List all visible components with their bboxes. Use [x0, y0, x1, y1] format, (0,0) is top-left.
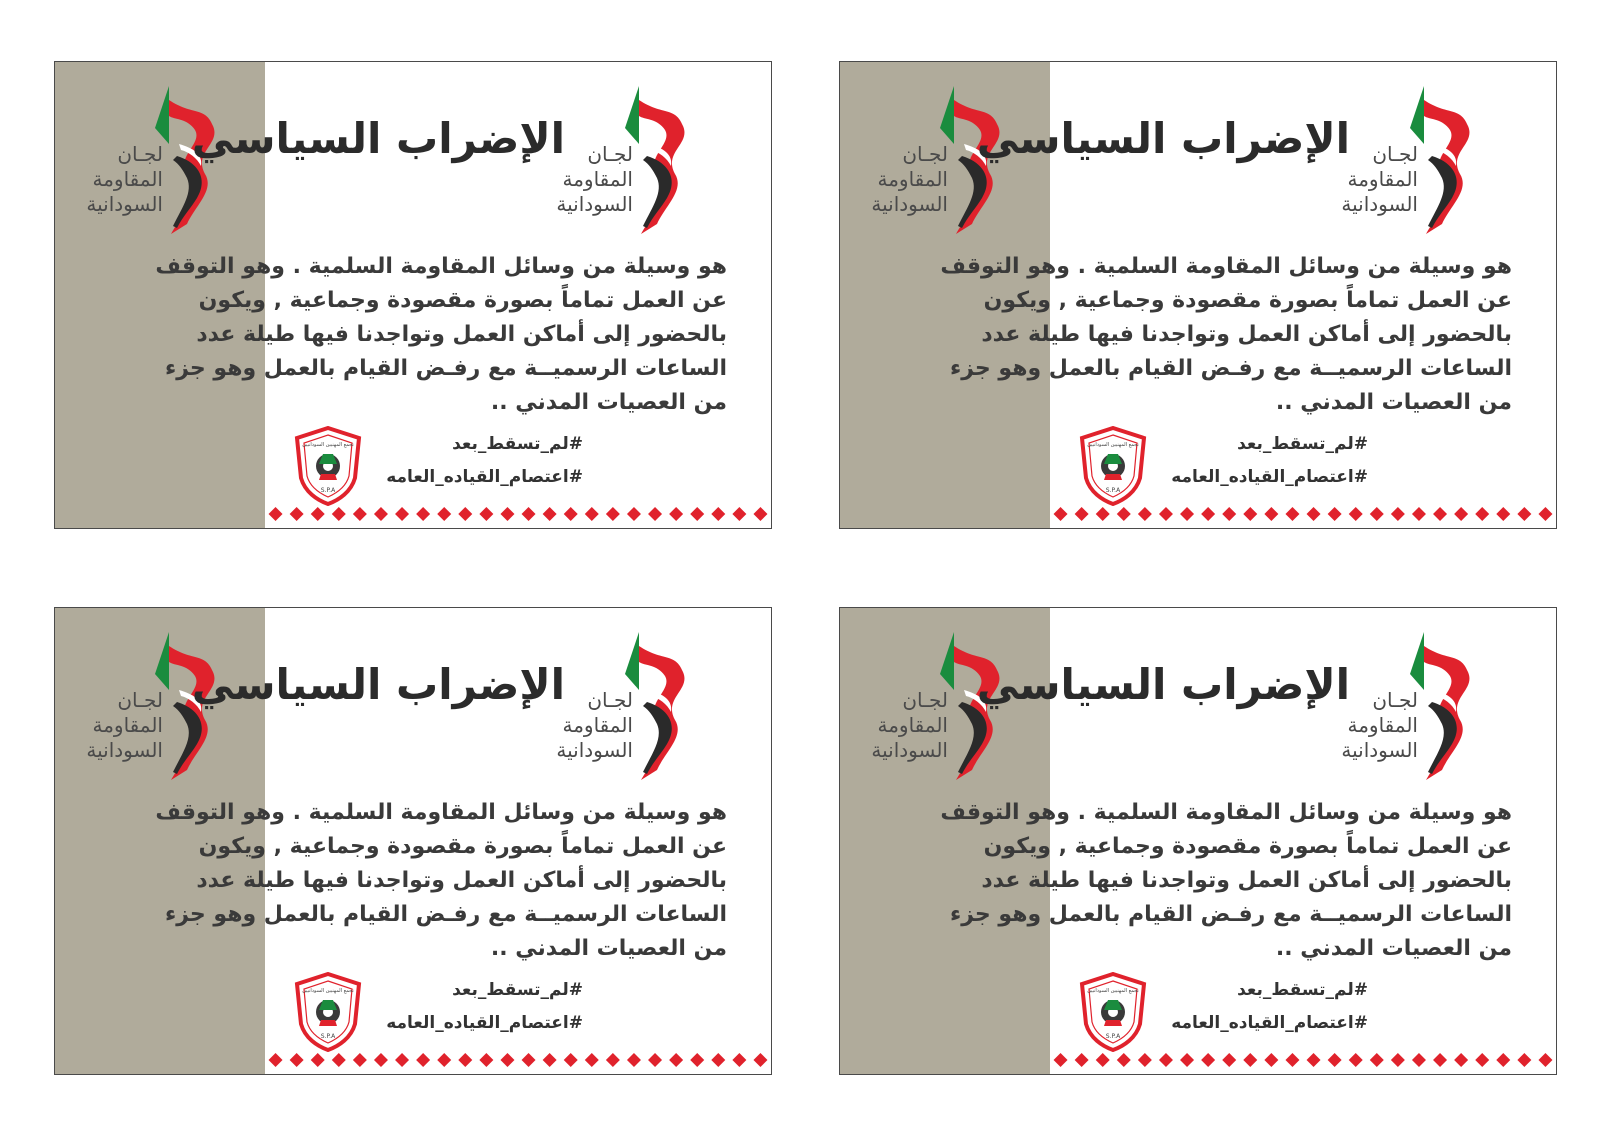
body-line: من العصيات المدني ..: [490, 936, 727, 961]
red-diamond-icon: [269, 1053, 283, 1067]
red-diamond-icon: [543, 507, 557, 521]
red-diamond-icon: [1433, 507, 1447, 521]
red-diamond-icon: [290, 1053, 304, 1067]
spa-shield-logo-icon: [293, 426, 363, 506]
body-line: الساعات الرسميــة مع رفـض القيام بالعمل وهو جزء: [164, 902, 727, 927]
resistance-committees-emblem: [556, 86, 707, 236]
red-diamond-icon: [458, 507, 472, 521]
red-diamond-icon: [753, 1053, 767, 1067]
emblem-line-1: لجـان: [1372, 142, 1418, 166]
red-diamond-icon: [1538, 1053, 1552, 1067]
body-line: عن العمل تماماً بصورة مقصودة وجماعية , ويكون: [198, 834, 727, 859]
red-diamond-icon: [1517, 507, 1531, 521]
shield-caption: تجمع المهنيين السودانيين: [1087, 988, 1139, 994]
flyer-card: [54, 607, 772, 1075]
red-diamond-icon: [1201, 507, 1215, 521]
red-diamond-icon: [374, 1053, 388, 1067]
red-diamond-icon: [669, 1053, 683, 1067]
body-line: الساعات الرسميــة مع رفـض القيام بالعمل وهو جزء: [164, 356, 727, 381]
hashtags: [1158, 974, 1368, 1040]
body-line: عن العمل تماماً بصورة مقصودة وجماعية , ويكون: [198, 288, 727, 313]
emblem-line-3: السودانية: [1341, 192, 1418, 216]
red-diamond-icon: [500, 1053, 514, 1067]
flyer-title: الإضراب السياسي: [191, 114, 565, 163]
shield-label: S.P.A: [1105, 487, 1121, 494]
hashtags: [373, 428, 583, 494]
hashtag: #لم_تسقط_بعد: [452, 980, 583, 1000]
red-diamond-icon: [437, 507, 451, 521]
red-diamond-icon: [1349, 507, 1363, 521]
diamond-border: [1050, 1052, 1556, 1068]
emblem-text: [86, 142, 163, 217]
emblem-line-2: المقاومة: [562, 713, 633, 737]
red-diamond-icon: [1475, 1053, 1489, 1067]
red-diamond-icon: [585, 507, 599, 521]
red-diamond-icon: [522, 507, 536, 521]
resistance-committees-emblem: [556, 632, 707, 782]
red-diamond-icon: [353, 1053, 367, 1067]
body-line: بالحضور إلى أماكن العمل وتواجدنا فيها طيلة عدد: [196, 322, 727, 347]
red-diamond-icon: [711, 1053, 725, 1067]
shield-caption: تجمع المهنيين السودانيين: [1087, 442, 1139, 448]
flyer-card: [839, 607, 1557, 1075]
body-line: عن العمل تماماً بصورة مقصودة وجماعية , ويكون: [983, 288, 1512, 313]
emblem-line-1: لجـان: [902, 142, 948, 166]
emblem-text: [556, 142, 633, 217]
red-diamond-icon: [1159, 1053, 1173, 1067]
red-diamond-icon: [648, 1053, 662, 1067]
emblem-line-2: المقاومة: [92, 167, 163, 191]
red-diamond-icon: [1496, 507, 1510, 521]
red-diamond-icon: [1391, 1053, 1405, 1067]
red-diamond-icon: [290, 507, 304, 521]
red-diamond-icon: [522, 1053, 536, 1067]
emblem-line-1: لجـان: [117, 688, 163, 712]
emblem-line-1: لجـان: [1372, 688, 1418, 712]
red-diamond-icon: [1243, 1053, 1257, 1067]
red-diamond-icon: [1054, 1053, 1068, 1067]
red-diamond-icon: [437, 1053, 451, 1067]
emblem-line-2: المقاومة: [1347, 713, 1418, 737]
flyer-title: الإضراب السياسي: [976, 660, 1350, 709]
red-diamond-icon: [395, 507, 409, 521]
red-diamond-icon: [353, 507, 367, 521]
red-diamond-icon: [269, 507, 283, 521]
emblem-text: [871, 688, 948, 763]
red-diamond-icon: [311, 507, 325, 521]
red-diamond-icon: [1138, 1053, 1152, 1067]
flyer-body: [912, 796, 1512, 966]
emblem-line-3: السودانية: [871, 192, 948, 216]
red-diamond-icon: [332, 507, 346, 521]
red-diamond-icon: [1433, 1053, 1447, 1067]
red-diamond-icon: [311, 1053, 325, 1067]
red-diamond-icon: [416, 507, 430, 521]
red-diamond-icon: [1307, 1053, 1321, 1067]
diamond-border: [265, 506, 771, 522]
body-line: عن العمل تماماً بصورة مقصودة وجماعية , ويكون: [983, 834, 1512, 859]
red-diamond-icon: [1370, 507, 1384, 521]
emblem-line-2: المقاومة: [877, 713, 948, 737]
red-diamond-icon: [711, 507, 725, 521]
emblem-line-3: السودانية: [86, 738, 163, 762]
emblem-line-1: لجـان: [902, 688, 948, 712]
red-diamond-icon: [1264, 1053, 1278, 1067]
red-diamond-icon: [1138, 507, 1152, 521]
resistance-committees-emblem: [1341, 632, 1492, 782]
red-diamond-icon: [1391, 507, 1405, 521]
shield-label: S.P.A: [1105, 1033, 1121, 1040]
body-line: بالحضور إلى أماكن العمل وتواجدنا فيها طيلة عدد: [981, 868, 1512, 893]
red-diamond-icon: [606, 507, 620, 521]
emblem-line-2: المقاومة: [562, 167, 633, 191]
red-diamond-icon: [1159, 507, 1173, 521]
diamond-border: [1050, 506, 1556, 522]
flyer-title: الإضراب السياسي: [976, 114, 1350, 163]
emblem-text: [871, 142, 948, 217]
red-diamond-icon: [564, 507, 578, 521]
red-diamond-icon: [395, 1053, 409, 1067]
red-diamond-icon: [1370, 1053, 1384, 1067]
red-diamond-icon: [1285, 507, 1299, 521]
hashtag: #لم_تسقط_بعد: [1237, 980, 1368, 1000]
body-line: هو وسيلة من وسائل المقاومة السلمية . وهو التوقف: [155, 254, 727, 279]
red-diamond-icon: [732, 507, 746, 521]
body-line: الساعات الرسميــة مع رفـض القيام بالعمل وهو جزء: [949, 902, 1512, 927]
red-diamond-icon: [564, 1053, 578, 1067]
hashtag: #لم_تسقط_بعد: [452, 434, 583, 454]
spa-shield-logo-icon: [293, 972, 363, 1052]
emblem-text: [1341, 688, 1418, 763]
emblem-line-1: لجـان: [587, 142, 633, 166]
red-diamond-icon: [627, 1053, 641, 1067]
red-diamond-icon: [1222, 507, 1236, 521]
emblem-line-3: السودانية: [871, 738, 948, 762]
red-diamond-icon: [1454, 507, 1468, 521]
shield-caption: تجمع المهنيين السودانيين: [302, 442, 354, 448]
red-diamond-icon: [1264, 507, 1278, 521]
red-diamond-icon: [690, 507, 704, 521]
emblem-line-3: السودانية: [556, 738, 633, 762]
emblem-line-3: السودانية: [86, 192, 163, 216]
red-diamond-icon: [1180, 507, 1194, 521]
red-diamond-icon: [1054, 507, 1068, 521]
red-diamond-icon: [627, 507, 641, 521]
diamond-border: [265, 1052, 771, 1068]
flyer-title: الإضراب السياسي: [191, 660, 565, 709]
red-diamond-icon: [1096, 1053, 1110, 1067]
flyer-card: [839, 61, 1557, 529]
red-diamond-icon: [1307, 507, 1321, 521]
body-line: هو وسيلة من وسائل المقاومة السلمية . وهو التوقف: [155, 800, 727, 825]
hashtags: [373, 974, 583, 1040]
red-diamond-icon: [1243, 507, 1257, 521]
body-line: من العصيات المدني ..: [490, 390, 727, 415]
red-diamond-icon: [690, 1053, 704, 1067]
emblem-text: [1341, 142, 1418, 217]
flyer-body: [912, 250, 1512, 420]
body-line: بالحضور إلى أماكن العمل وتواجدنا فيها طيلة عدد: [981, 322, 1512, 347]
red-diamond-icon: [1201, 1053, 1215, 1067]
body-line: من العصيات المدني ..: [1275, 936, 1512, 961]
body-line: هو وسيلة من وسائل المقاومة السلمية . وهو التوقف: [940, 800, 1512, 825]
emblem-line-2: المقاومة: [92, 713, 163, 737]
emblem-line-3: السودانية: [1341, 738, 1418, 762]
red-diamond-icon: [416, 1053, 430, 1067]
red-diamond-icon: [1496, 1053, 1510, 1067]
hashtags: [1158, 428, 1368, 494]
red-diamond-icon: [1285, 1053, 1299, 1067]
red-diamond-icon: [479, 1053, 493, 1067]
red-diamond-icon: [1454, 1053, 1468, 1067]
red-diamond-icon: [1075, 1053, 1089, 1067]
emblem-line-2: المقاومة: [877, 167, 948, 191]
red-diamond-icon: [1328, 1053, 1342, 1067]
red-diamond-icon: [500, 507, 514, 521]
shield-label: S.P.A: [320, 487, 336, 494]
hashtag: #اعتصام_القياده_العامه: [1171, 467, 1368, 487]
red-diamond-icon: [1538, 507, 1552, 521]
red-diamond-icon: [1412, 1053, 1426, 1067]
flyer-body: [127, 796, 727, 966]
red-diamond-icon: [1475, 507, 1489, 521]
flyer-card: [54, 61, 772, 529]
body-line: الساعات الرسميــة مع رفـض القيام بالعمل وهو جزء: [949, 356, 1512, 381]
emblem-text: [556, 688, 633, 763]
red-diamond-icon: [1096, 507, 1110, 521]
red-diamond-icon: [1517, 1053, 1531, 1067]
red-diamond-icon: [669, 507, 683, 521]
red-diamond-icon: [1117, 1053, 1131, 1067]
emblem-line-1: لجـان: [587, 688, 633, 712]
red-diamond-icon: [585, 1053, 599, 1067]
red-diamond-icon: [1117, 507, 1131, 521]
red-diamond-icon: [606, 1053, 620, 1067]
red-diamond-icon: [1412, 507, 1426, 521]
red-diamond-icon: [1349, 1053, 1363, 1067]
body-line: هو وسيلة من وسائل المقاومة السلمية . وهو التوقف: [940, 254, 1512, 279]
red-diamond-icon: [543, 1053, 557, 1067]
hashtag: #اعتصام_القياده_العامه: [386, 1013, 583, 1033]
red-diamond-icon: [332, 1053, 346, 1067]
emblem-line-2: المقاومة: [1347, 167, 1418, 191]
hashtag: #اعتصام_القياده_العامه: [386, 467, 583, 487]
red-diamond-icon: [1075, 507, 1089, 521]
hashtag: #اعتصام_القياده_العامه: [1171, 1013, 1368, 1033]
shield-caption: تجمع المهنيين السودانيين: [302, 988, 354, 994]
red-diamond-icon: [732, 1053, 746, 1067]
red-diamond-icon: [479, 507, 493, 521]
spa-shield-logo-icon: [1078, 972, 1148, 1052]
emblem-text: [86, 688, 163, 763]
red-diamond-icon: [374, 507, 388, 521]
red-diamond-icon: [1222, 1053, 1236, 1067]
hashtag: #لم_تسقط_بعد: [1237, 434, 1368, 454]
body-line: بالحضور إلى أماكن العمل وتواجدنا فيها طيلة عدد: [196, 868, 727, 893]
shield-label: S.P.A: [320, 1033, 336, 1040]
body-line: من العصيات المدني ..: [1275, 390, 1512, 415]
resistance-committees-emblem: [1341, 86, 1492, 236]
emblem-line-1: لجـان: [117, 142, 163, 166]
flyer-body: [127, 250, 727, 420]
red-diamond-icon: [753, 507, 767, 521]
red-diamond-icon: [458, 1053, 472, 1067]
red-diamond-icon: [1180, 1053, 1194, 1067]
red-diamond-icon: [648, 507, 662, 521]
spa-shield-logo-icon: [1078, 426, 1148, 506]
red-diamond-icon: [1328, 507, 1342, 521]
emblem-line-3: السودانية: [556, 192, 633, 216]
